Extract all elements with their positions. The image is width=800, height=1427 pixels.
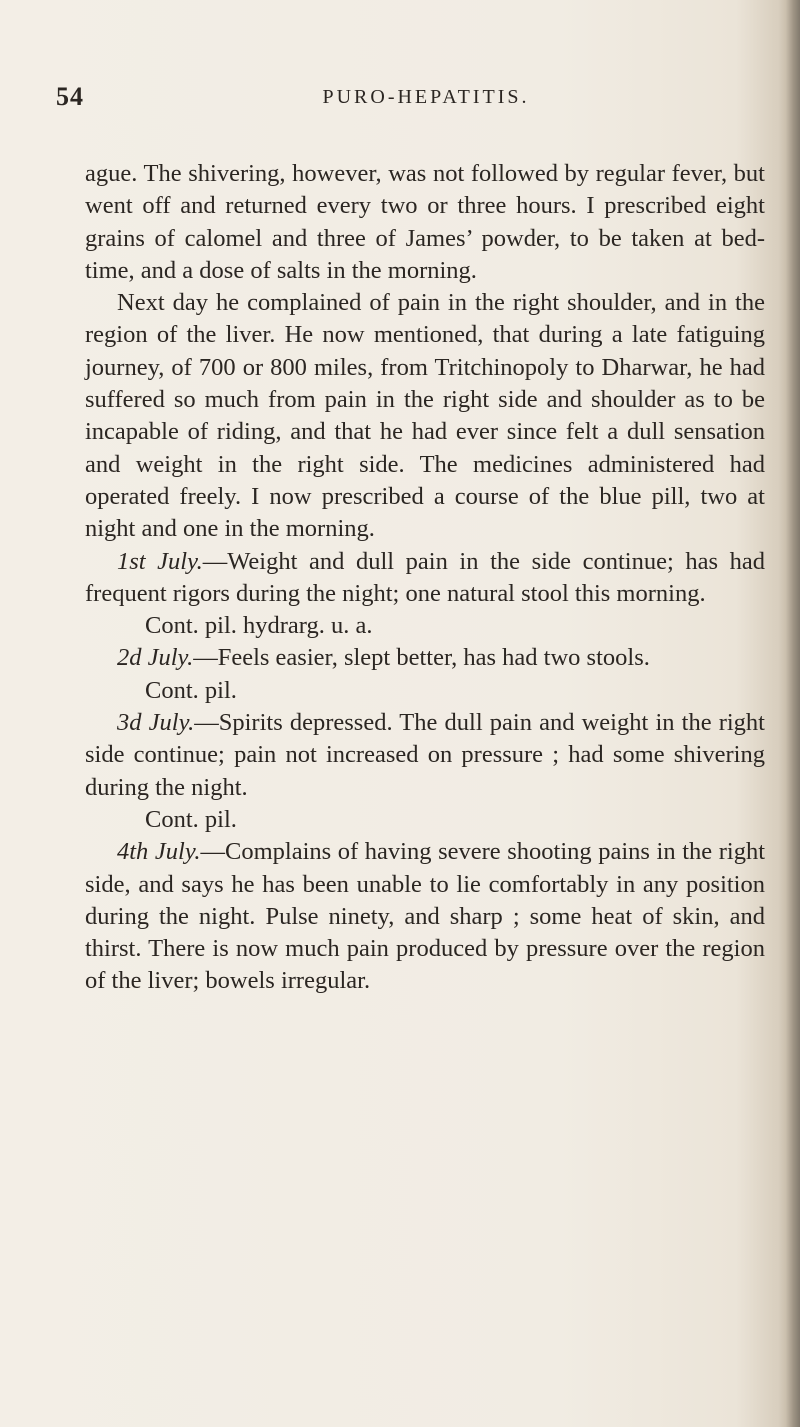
entry-text: —Weight and dull pain in the side continue; has had frequent rigors during the night; one natural stool this morning.: [85, 547, 766, 607]
prescription: Cont. pil.: [145, 676, 237, 704]
entry-text: —Spirits depressed. The dull pain and weight in the right side continue; pain not increased on pressure ; had some shivering during the night.: [85, 709, 765, 801]
prescription: Cont. pil. hydrarg. u. a.: [145, 612, 373, 640]
page-header: [56, 80, 756, 120]
entry-date: 1st July.: [117, 547, 203, 575]
entry-date: 4th July.: [117, 838, 201, 866]
body-text: [85, 158, 765, 998]
entry-date: 2d July.: [117, 644, 194, 672]
entry-text: —Feels easier, slept better, has had two stools.: [193, 644, 650, 672]
paragraph-continuation: ague. The shivering, however, was not followed by regular fever, but went off and returned every two or three hours. I prescribed eight grains of calomel and three of James’ powder, to be taken at bed-time, and a dose of salts in the morning.: [85, 160, 765, 284]
journal-entry: [85, 546, 765, 611]
page-edge-shadow: [778, 0, 800, 1427]
prescription: Cont. pil.: [145, 805, 237, 833]
running-title: PURO-HEPATITIS.: [322, 86, 530, 108]
journal-entry: [85, 707, 765, 804]
entry-date: 3d July.: [117, 709, 195, 737]
paragraph: Next day he complained of pain in the right shoulder, and in the region of the liver. He now mentioned, that during a late fatiguing journey, of 700 or 800 miles, from Tritchinopoly to Dharwar, he had suffered so much from pain in the right side and shoulder as to be incapable of riding, and that he had ever since felt a dull sensation and weight in the right side. The medicines administered had operated freely. I now prescribed a course of the blue pill, two at night and one in the morning.: [85, 289, 765, 543]
entry-text: —Complains of having severe shooting pains in the right side, and says he has been unable to lie comfortably in any position during the night. Pulse ninety, and sharp ; some heat of skin, and thirst. There is now much pain produced by pressure over the region of the liver; bowels irregular.: [85, 838, 766, 995]
journal-entry: [85, 836, 765, 997]
journal-entry: [85, 642, 765, 674]
page-number: 54: [56, 82, 84, 111]
